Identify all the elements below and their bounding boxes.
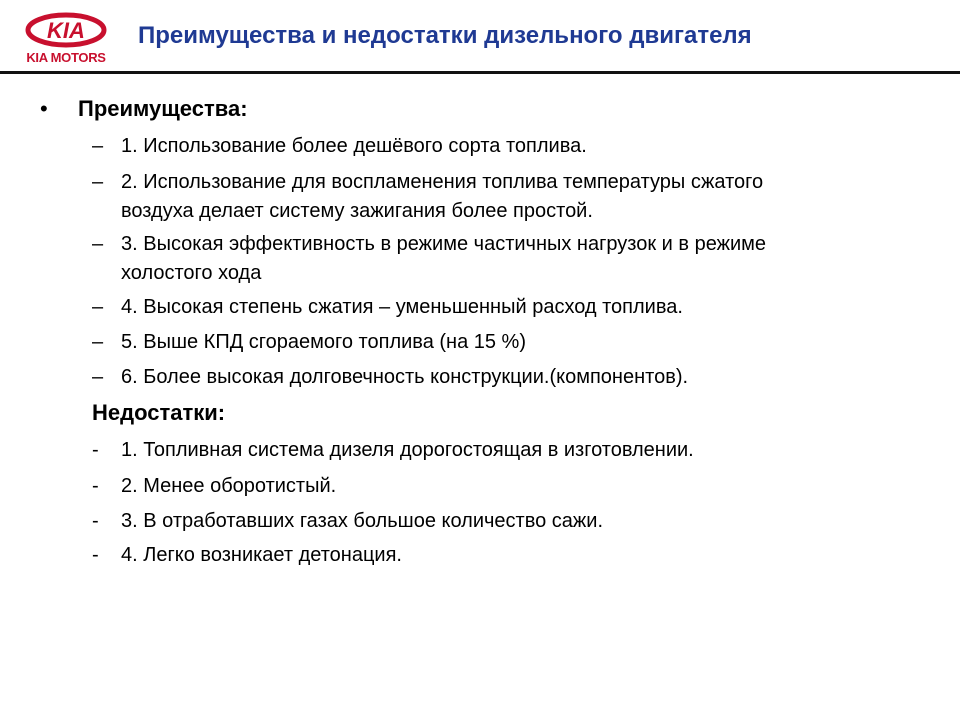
list-hyphen: -	[92, 475, 99, 497]
brand-name: KIA MOTORS	[26, 50, 106, 65]
list-hyphen: -	[92, 510, 99, 532]
disadvantage-text: 4. Легко возникает детонация.	[121, 544, 402, 566]
header-divider	[0, 71, 960, 74]
list-dash: –	[92, 366, 104, 388]
disadvantage-text: 2. Менее оборотистый.	[121, 475, 337, 497]
disadvantages-heading: Недостатки:	[92, 400, 226, 425]
list-dash: –	[92, 171, 104, 193]
advantage-text: 1. Использование более дешёвого сорта топлива.	[121, 135, 587, 157]
list-dash: –	[92, 331, 104, 353]
list-hyphen: -	[92, 439, 99, 461]
disadvantage-text: 1. Топливная система дизеля дорогостоящая в изготовлении.	[121, 439, 694, 461]
list-dash: –	[92, 296, 104, 318]
advantages-bullet: •	[40, 96, 48, 121]
advantage-text-continued: холостого хода	[121, 262, 262, 284]
advantages-heading: Преимущества:	[78, 96, 248, 121]
kia-motors-logo	[14, 12, 118, 68]
kia-oval-logo-icon	[14, 12, 118, 52]
advantage-text: 5. Выше КПД сгораемого топлива (на 15 %)	[121, 331, 526, 353]
list-dash: –	[92, 233, 104, 255]
disadvantage-text: 3. В отработавших газах большое количество сажи.	[121, 510, 604, 532]
advantage-text: 2. Использование для воспламенения топлива температуры сжатого	[121, 171, 764, 193]
advantage-text: 4. Высокая степень сжатия – уменьшенный расход топлива.	[121, 296, 683, 318]
advantage-text-continued: воздуха делает систему зажигания более простой.	[121, 200, 593, 222]
list-hyphen: -	[92, 544, 99, 566]
advantage-text: 3. Высокая эффективность в режиме частичных нагрузок и в режиме	[121, 233, 767, 255]
list-dash: –	[92, 135, 104, 157]
page-title: Преимущества и недостатки дизельного двигателя	[138, 22, 752, 49]
advantage-text: 6. Более высокая долговечность конструкции.(компонентов).	[121, 366, 689, 388]
kia-logo-lettering: KIA	[47, 18, 85, 43]
